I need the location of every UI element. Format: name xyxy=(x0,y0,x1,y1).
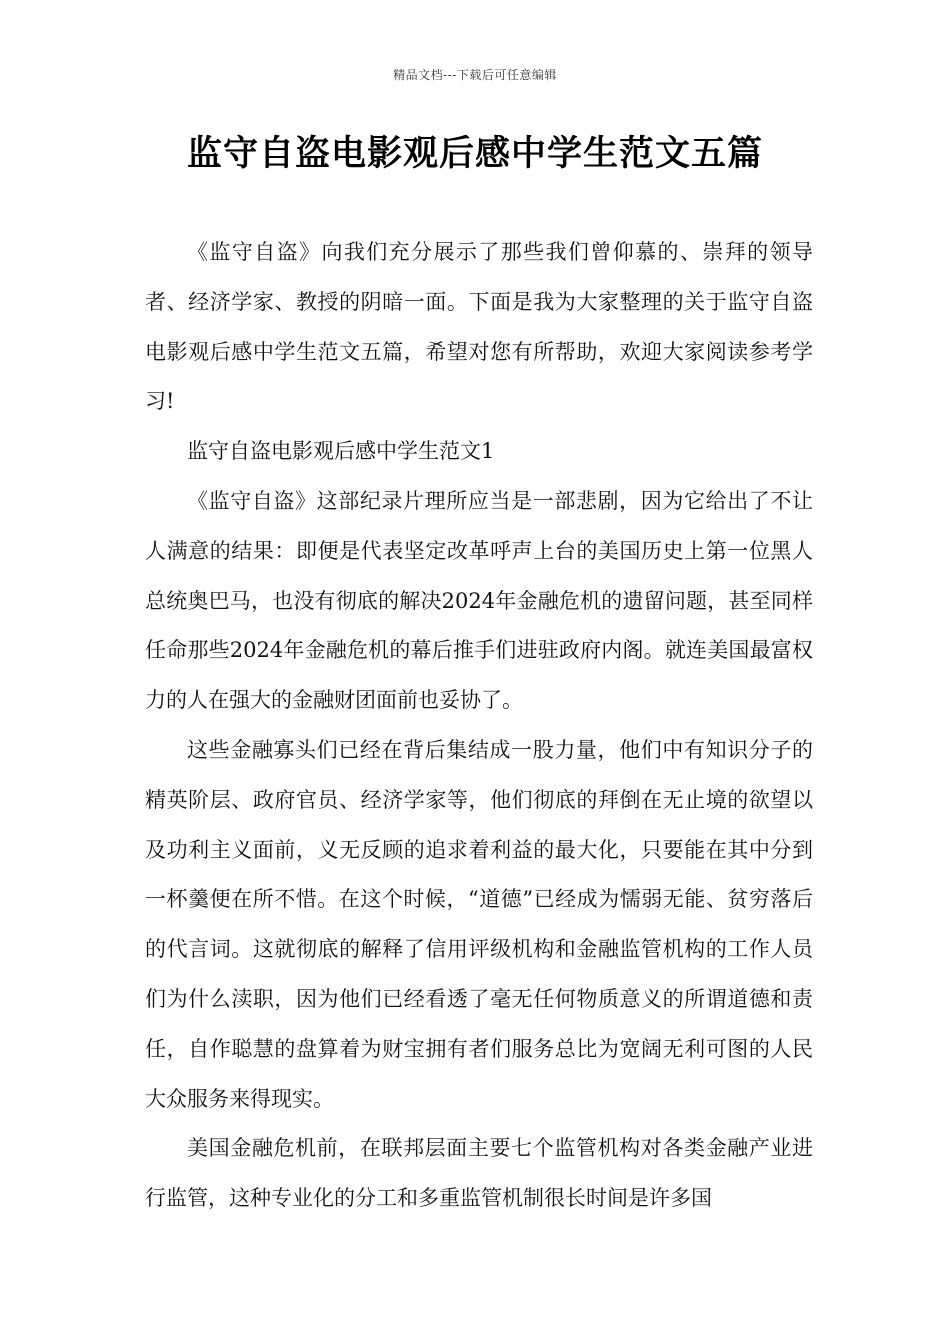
paragraph: 美国金融危机前，在联邦层面主要七个监管机构对各类金融产业进行监管，这种专业化的分工和多重监管机制很长时间是许多国 xyxy=(145,1136,813,1211)
paragraph: 《监守自盗》这部纪录片理所应当是一部悲剧，因为它给出了不让人满意的结果：即便是代表坚定改革呼声上台的美国历史上第一位黑人总统奥巴马，也没有彻底的解决2024年金融危机的遗留问题，甚至同样任命那些2024年金融危机的幕后推手们进驻政府内阁。就连美国最富权力的人在强大的金融财团面前也妥协了。 xyxy=(145,488,813,713)
paragraph: 这些金融寡头们已经在背后集结成一股力量，他们中有知识分子的精英阶层、政府官员、经济学家等，他们彻底的拜倒在无止境的欲望以及功利主义面前，义无反顾的追求着利益的最大化，只要能在其中分到一杯羹便在所不惜。在这个时候，“道德”已经成为懦弱无能、贫穷落后的代言词。这就彻底的解释了信用评级机构和金融监管机构的工作人员们为什么渎职，因为他们已经看透了毫无任何物质意义的所谓道德和责任，自作聪慧的盘算着为财宝拥有者们服务总比为宽阔无利可图的人民大众服务来得现实。 xyxy=(145,737,813,1111)
document-body xyxy=(145,228,813,1224)
header-note: 精品文档---下载后可任意编辑 xyxy=(393,68,557,82)
paragraph-intro: 《监守自盗》向我们充分展示了那些我们曾仰慕的、崇拜的领导者、经济学家、教授的阴暗一面。下面是我为大家整理的关于监守自盗电影观后感中学生范文五篇，希望对您有所帮助，欢迎大家阅读参考学习! xyxy=(145,240,813,414)
document-title: 监守自盗电影观后感中学生范文五篇 xyxy=(186,134,763,174)
section-heading: 监守自盗电影观后感中学生范文1 xyxy=(187,439,495,464)
